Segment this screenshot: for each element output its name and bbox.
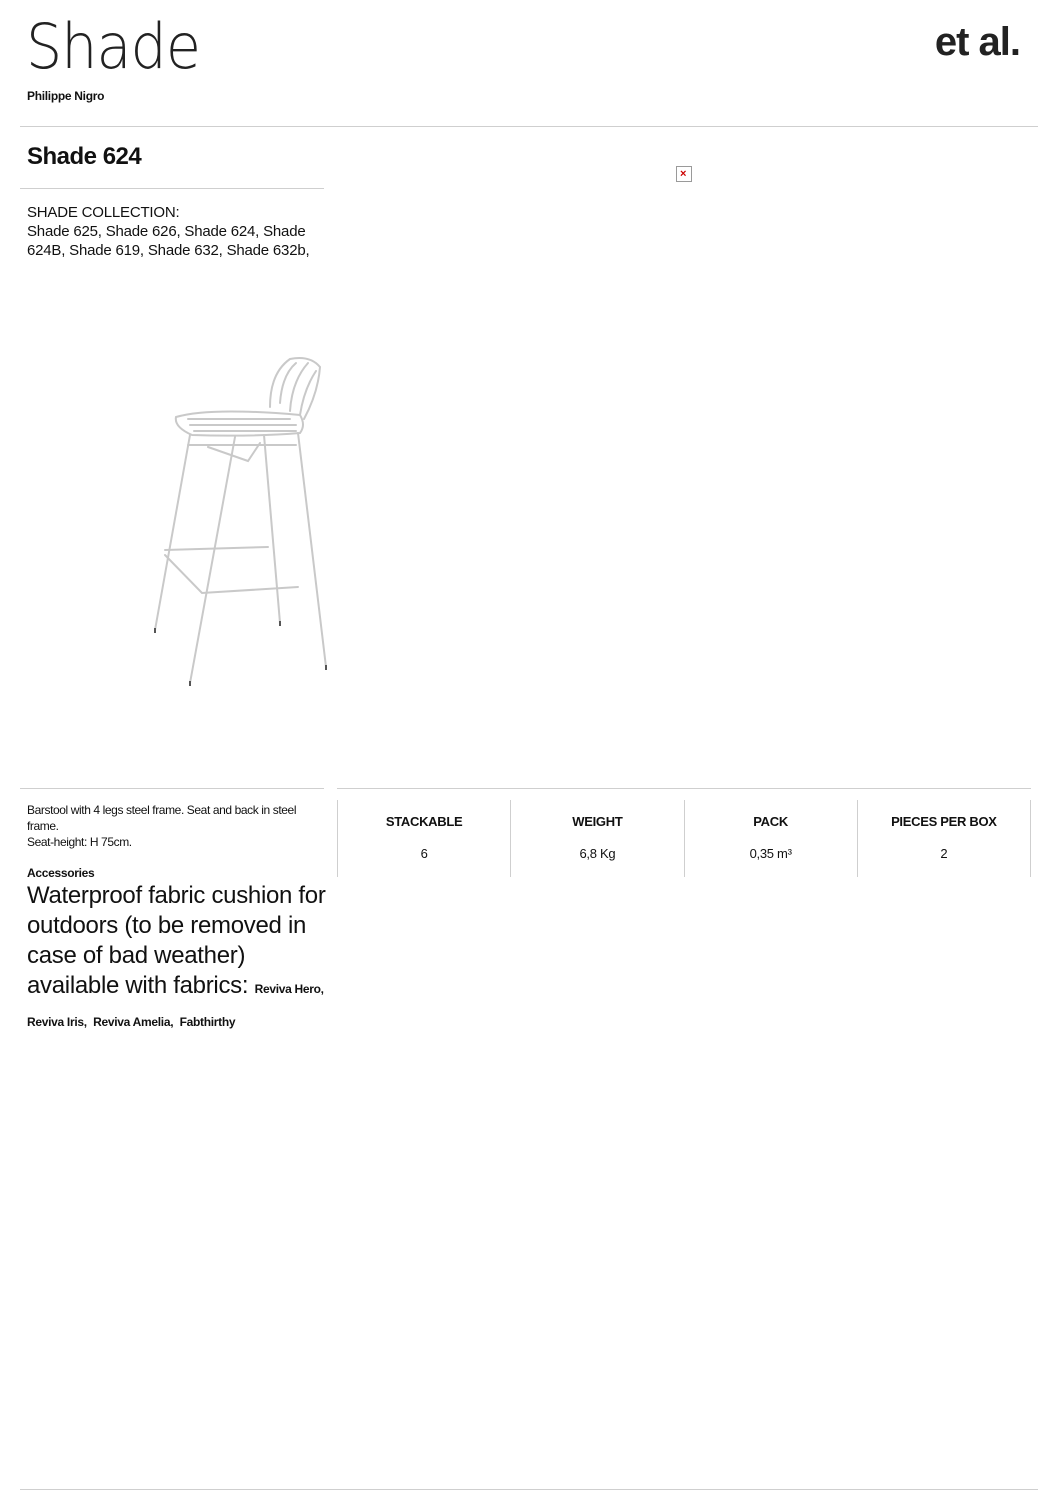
broken-image-icon: × bbox=[676, 166, 692, 182]
barstool-illustration bbox=[140, 345, 340, 695]
specs-divider bbox=[337, 788, 1031, 789]
spec-value: 0,35 m³ bbox=[749, 846, 792, 861]
accessories-label: Accessories bbox=[27, 866, 95, 880]
collection-items: Shade 625, Shade 626, Shade 624, Shade 624B, Shade 619, Shade 632, Shade 632b, bbox=[27, 223, 310, 259]
collection-label: SHADE COLLECTION: bbox=[27, 204, 180, 221]
spec-value: 2 bbox=[940, 846, 948, 861]
designer-name: Philippe Nigro bbox=[27, 89, 105, 103]
header-divider bbox=[20, 126, 1038, 127]
fabric-item: Reviva Amelia, bbox=[93, 1015, 174, 1029]
spec-label: WEIGHT bbox=[572, 814, 623, 829]
specs-table bbox=[337, 800, 1031, 877]
footer-divider bbox=[20, 1489, 1038, 1490]
accessories-description: Waterproof fabric cushion for outdoors (to be removed in case of bad weather) available with fabrics: bbox=[27, 882, 326, 999]
spec-label: PACK bbox=[753, 814, 788, 829]
product-title: Shade 624 bbox=[27, 143, 142, 170]
accessories-text bbox=[27, 881, 327, 1037]
spec-stackable bbox=[337, 800, 511, 877]
spec-pieces-per-box bbox=[858, 800, 1031, 877]
description-text: Barstool with 4 legs steel frame. Seat and back in steel frame. bbox=[27, 803, 297, 833]
spec-weight bbox=[511, 800, 684, 877]
spec-pack bbox=[685, 800, 858, 877]
fabric-item: Reviva Hero, bbox=[254, 982, 324, 996]
spec-label: STACKABLE bbox=[385, 814, 463, 829]
product-description bbox=[27, 802, 327, 850]
spec-value: 6 bbox=[420, 846, 428, 861]
fabric-item: Fabthirthy bbox=[179, 1015, 236, 1029]
spec-label: PIECES PER BOX bbox=[891, 814, 997, 829]
spec-value: 6,8 Kg bbox=[579, 846, 616, 861]
collection-list bbox=[27, 203, 327, 260]
desc-divider bbox=[20, 788, 324, 789]
seat-height: Seat-height: H 75cm. bbox=[27, 835, 132, 849]
collection-title: Shade bbox=[26, 10, 201, 83]
fabric-item: Reviva Iris, bbox=[27, 1015, 87, 1029]
title-divider bbox=[20, 188, 324, 189]
brand-logo: et al. bbox=[934, 20, 1020, 64]
